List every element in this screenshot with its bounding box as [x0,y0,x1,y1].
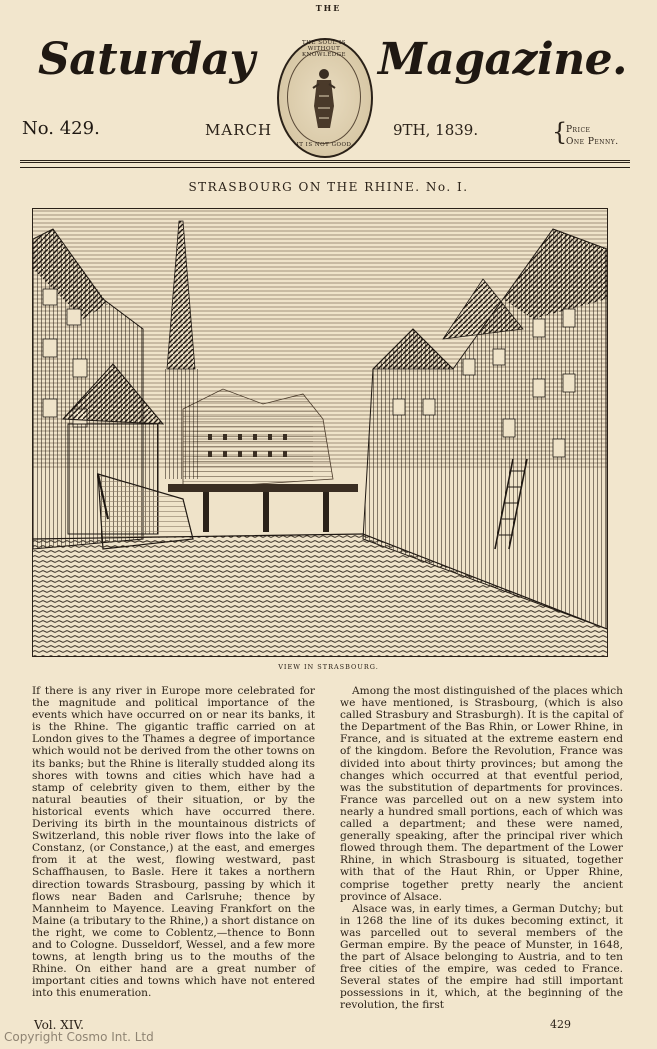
article-paragraph: Alsace was, in early times, a German Dutchy; but in 1268 the line of its dukes becoming extinct, it was parcelled out to several members of the German empire. By the peace of Munster, in 1648, the part of Alsace belonging to Austria, and to ten free cities of the empire, was ceded to France. Several states of the empire had still important possessions in it, which, at the beginning of the revolution, the first [340,902,623,1012]
issue-day-year: 9TH, 1839. [393,121,479,139]
article-column-left [32,685,315,999]
article-paragraph: Among the most distinguished of the places which we have mentioned, is Strasbourg, (which is also called Strasbury and Strasburgh). It is the capital of the Department of the Bas Rhin, or Lower Rhine, in France, and is situated at the extreme eastern end of the kingdom. Before the Revolution, France was divided into about thirty provinces; but among the changes which occurred at that eventful period, was the substitution of departments for provinces. France was parcelled out on a new system into nearly a hundred small portions, each of which was called a department; and these were named, generally speaking, after the principal river which flowed through them. The department of the Lower Rhine, in which Strasbourg is situated, together with that of the Haut Rhin, or Upper Rhine, comprise together pretty nearly the ancient province of Alsace. [340,685,623,903]
seal-figure-icon [311,66,337,132]
seal-motto-top: THE SOUL IS WITHOUT KNOWLEDGE [301,40,347,58]
footer-page-number: 429 [550,1018,571,1031]
masthead-title-left: Saturday [38,34,255,85]
issue-number: No. 429. [22,118,100,139]
engraving-view-in-strasbourg [32,208,608,657]
price-value: One Penny. [566,137,619,147]
header-rule [20,160,630,163]
price-block [566,124,619,148]
seal-motto-bottom: IT IS NOT GOOD [296,142,352,148]
price-brace: { [552,118,568,146]
article-column-right [340,685,623,1012]
engraving-illustration [33,209,607,656]
masthead-title-right: Magazine. [378,34,627,85]
price-label: Price [566,125,591,135]
footer-volume: Vol. XIV. [34,1018,84,1032]
copyright-watermark: Copyright Cosmo Int. Ltd [4,1030,154,1044]
masthead-the: THE [315,3,342,13]
article-paragraph: If there is any river in Europe more celebrated for the magnitude and political importance of the events which have occurred on or near its banks, it is the Rhine. The gigantic traffic carried on at London gives to the Thames a degree of importance which would not be derived from the other towns on its banks; but the Rhine is literally studded along its shores with towns and cities which have had a stamp of celebrity given to them, either by the natural beauties of their situation, or by the historical events which have occurred there. Deriving its birth in the mountainous districts of Switzerland, this noble river flows into the lake of Constanz, (or Constance,) at the east, and emerges from it at the west, flowing westward, past Schaffhausen, to Basle. Here it takes a northern direction towards Strasbourg, passing by which it flows near Baden and Carlsruhe; thence by Mannheim to Mayence. Leaving Frankfort on the Maine (a tributary to the Rhine,) a short distance on the right, we come to Coblentz,—thence to Bonn and to Cologne. Dusseldorf, Wessel, and a few more towns, at length bring us to the mouths of the Rhine. On either hand are a great number of important cities and towns which have not entered into this enumeration. [32,685,315,1000]
issue-month: MARCH [205,121,273,139]
masthead-seal [277,38,371,156]
article-title: STRASBOURG ON THE RHINE. No. I. [188,180,469,194]
engraving-caption: VIEW IN STRASBOURG. [278,663,379,671]
header-rule-thin [20,167,630,168]
